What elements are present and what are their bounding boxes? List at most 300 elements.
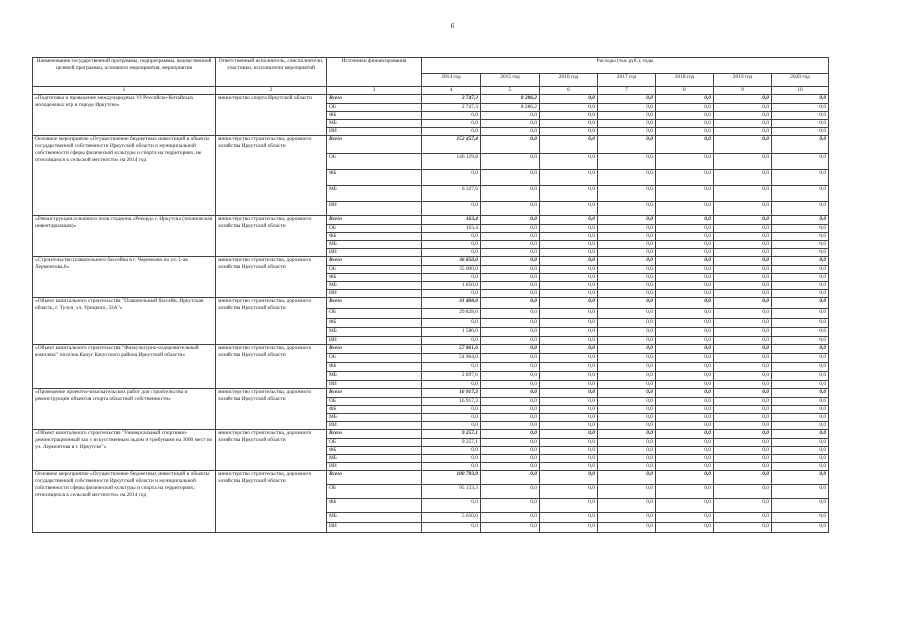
amount-cell: 0,0 bbox=[656, 413, 714, 421]
amount-cell: 0,0 bbox=[422, 454, 481, 462]
amount-cell: 0,0 bbox=[656, 273, 714, 281]
amount-cell: 0,0 bbox=[714, 498, 772, 512]
amount-cell: 0,0 bbox=[481, 484, 540, 498]
funding-source: Всего bbox=[327, 94, 422, 103]
amount-cell: 0,0 bbox=[598, 119, 656, 127]
amount-cell: 0,0 bbox=[772, 297, 829, 308]
amount-cell: 0,0 bbox=[714, 371, 772, 380]
amount-cell: 0,0 bbox=[540, 484, 598, 498]
amount-cell: 0,0 bbox=[481, 318, 540, 327]
amount-cell: 0,0 bbox=[422, 289, 481, 297]
amount-cell: 0,0 bbox=[714, 362, 772, 371]
item-name: «Проведение проектно-изыскательских работ для строительства и реконструкции объектов спорта областной собственности» bbox=[33, 388, 216, 429]
amount-cell: 0,0 bbox=[422, 201, 481, 215]
amount-cell: 0,0 bbox=[714, 232, 772, 240]
amount-cell: 0,0 bbox=[481, 454, 540, 462]
table-row bbox=[33, 344, 829, 353]
amount-cell: 0,0 bbox=[540, 371, 598, 380]
amount-cell: 0,0 bbox=[540, 405, 598, 413]
amount-cell: 0,0 bbox=[714, 289, 772, 297]
amount-cell: 0,0 bbox=[540, 127, 598, 135]
amount-cell: 0,0 bbox=[714, 169, 772, 185]
amount-cell: 0,0 bbox=[656, 344, 714, 353]
amount-cell: 54 964,0 bbox=[422, 353, 481, 362]
amount-cell: 0,0 bbox=[714, 273, 772, 281]
amount-cell: 0,0 bbox=[656, 405, 714, 413]
funding-source: ФБ bbox=[327, 169, 422, 185]
amount-cell: 0,0 bbox=[481, 308, 540, 318]
item-name: «Строительство плавательного бассейна в г. Черемхово по ул. 1-ая Лермонтова,6» bbox=[33, 256, 216, 297]
header-name: Наименование государственной программы, подпрограммы, ведомственной целевой программы, основного мероприятия, мероприятия bbox=[33, 58, 216, 87]
amount-cell: 0,0 bbox=[656, 185, 714, 201]
funding-source: ОБ bbox=[327, 153, 422, 169]
amount-cell: 0,0 bbox=[714, 135, 772, 153]
amount-cell: 0,0 bbox=[481, 344, 540, 353]
amount-cell: 0,0 bbox=[714, 281, 772, 289]
amount-cell: 0,0 bbox=[714, 446, 772, 454]
amount-cell: 6 327,6 bbox=[422, 185, 481, 201]
amount-cell: 0,0 bbox=[714, 185, 772, 201]
amount-cell: 0,0 bbox=[481, 429, 540, 438]
item-name: «Реконструкция основного поля стадиона «Рекорд» г. Иркутска (техническая инвентаризация)» bbox=[33, 215, 216, 256]
amount-cell: 0,0 bbox=[656, 522, 714, 532]
funding-source: МБ bbox=[327, 281, 422, 289]
item-executor: министерство строительства, дорожного хозяйства Иркутской области bbox=[216, 297, 327, 344]
amount-cell: 0,0 bbox=[772, 201, 829, 215]
amount-cell: 2 747,3 bbox=[422, 103, 481, 111]
item-executor: министерство строительства, дорожного хозяйства Иркутской области bbox=[216, 388, 327, 429]
amount-cell: 0,0 bbox=[656, 454, 714, 462]
amount-cell: 0,0 bbox=[481, 289, 540, 297]
funding-source: ОБ bbox=[327, 308, 422, 318]
amount-cell: 0,0 bbox=[481, 297, 540, 308]
amount-cell: 0,0 bbox=[714, 215, 772, 224]
table-row bbox=[33, 94, 829, 103]
amount-cell: 0,0 bbox=[540, 273, 598, 281]
item-name: «Подготовка и проведение международных VI Российско-Китайских молодежных игр в городе Иркутске» bbox=[33, 94, 216, 135]
amount-cell: 0,0 bbox=[598, 201, 656, 215]
funding-source: ФБ bbox=[327, 362, 422, 371]
amount-cell: 0,0 bbox=[772, 362, 829, 371]
amount-cell: 0,0 bbox=[714, 380, 772, 388]
amount-cell: 0,0 bbox=[598, 336, 656, 344]
amount-cell: 0,0 bbox=[772, 289, 829, 297]
amount-cell: 0,0 bbox=[714, 201, 772, 215]
amount-cell: 0,0 bbox=[422, 240, 481, 248]
amount-cell: 0,0 bbox=[656, 446, 714, 454]
amount-cell: 0,0 bbox=[772, 111, 829, 119]
amount-cell: 2 897,6 bbox=[422, 371, 481, 380]
amount-cell: 0,0 bbox=[598, 103, 656, 111]
amount-cell: 0,0 bbox=[714, 318, 772, 327]
funding-source: Всего bbox=[327, 135, 422, 153]
amount-cell: 0,0 bbox=[481, 248, 540, 256]
funding-source: ОБ bbox=[327, 265, 422, 273]
amount-cell: 0,0 bbox=[598, 380, 656, 388]
amount-cell: 0,0 bbox=[540, 380, 598, 388]
amount-cell: 9 257,1 bbox=[422, 429, 481, 438]
amount-cell: 0,0 bbox=[772, 405, 829, 413]
funding-source: ОБ bbox=[327, 438, 422, 446]
item-name: «Объект капитального строительства "Физкультурно-оздоровительный комплекс" поселок Качуг Качугского района Иркутской области» bbox=[33, 344, 216, 388]
funding-source: МБ bbox=[327, 413, 422, 421]
item-name: Основное мероприятие «Осуществление бюджетных инвестиций в объекты государственной собственности Иркутской области и муниципальной собственности сферы физической культуры и спорта на территориях, относящихся к сельской местности» на 2014 год bbox=[33, 470, 216, 532]
amount-cell: 0,0 bbox=[772, 388, 829, 397]
amount-cell: 0,0 bbox=[422, 498, 481, 512]
item-executor: министерство строительства, дорожного хозяйства Иркутской области bbox=[216, 215, 327, 256]
amount-cell: 0,0 bbox=[714, 484, 772, 498]
amount-cell: 0,0 bbox=[598, 388, 656, 397]
amount-cell: 0,0 bbox=[481, 224, 540, 232]
amount-cell: 0,0 bbox=[656, 224, 714, 232]
amount-cell: 1 580,0 bbox=[422, 327, 481, 336]
expenses-table bbox=[32, 57, 829, 533]
amount-cell: 0,0 bbox=[540, 438, 598, 446]
column-number: 9 bbox=[714, 87, 772, 95]
amount-cell: 0,0 bbox=[598, 215, 656, 224]
amount-cell: 0,0 bbox=[540, 281, 598, 289]
amount-cell: 0,0 bbox=[481, 153, 540, 169]
funding-source: ИИ bbox=[327, 248, 422, 256]
amount-cell: 0,0 bbox=[656, 169, 714, 185]
column-number: 4 bbox=[422, 87, 481, 95]
amount-cell: 152 457,4 bbox=[422, 135, 481, 153]
amount-cell: 0,0 bbox=[540, 362, 598, 371]
header-year: 2015 год bbox=[481, 74, 540, 87]
amount-cell: 0,0 bbox=[598, 318, 656, 327]
funding-source: МБ bbox=[327, 185, 422, 201]
amount-cell: 0,0 bbox=[598, 169, 656, 185]
amount-cell: 0,0 bbox=[598, 362, 656, 371]
funding-source: Всего bbox=[327, 344, 422, 353]
amount-cell: 0,0 bbox=[422, 232, 481, 240]
amount-cell: 0,0 bbox=[598, 438, 656, 446]
header-year: 2016 год bbox=[540, 74, 598, 87]
amount-cell: 0,0 bbox=[540, 297, 598, 308]
column-number: 1 bbox=[33, 87, 216, 95]
amount-cell: 0,0 bbox=[656, 94, 714, 103]
funding-source: ИИ bbox=[327, 522, 422, 532]
item-executor: министерство строительства, дорожного хозяйства Иркутской области bbox=[216, 135, 327, 215]
amount-cell: 0,0 bbox=[540, 232, 598, 240]
amount-cell: 0,0 bbox=[598, 281, 656, 289]
amount-cell: 0,0 bbox=[772, 522, 829, 532]
amount-cell: 0,0 bbox=[481, 281, 540, 289]
amount-cell: 0,0 bbox=[772, 336, 829, 344]
column-number: 7 bbox=[598, 87, 656, 95]
amount-cell: 0,0 bbox=[772, 446, 829, 454]
amount-cell: 0,0 bbox=[540, 397, 598, 405]
amount-cell: 0,0 bbox=[714, 224, 772, 232]
amount-cell: 0,0 bbox=[422, 522, 481, 532]
amount-cell: 0,0 bbox=[772, 281, 829, 289]
amount-cell: 0,0 bbox=[481, 405, 540, 413]
amount-cell: 0,0 bbox=[656, 498, 714, 512]
amount-cell: 0,0 bbox=[598, 462, 656, 470]
amount-cell: 0,0 bbox=[772, 248, 829, 256]
amount-cell: 0,0 bbox=[481, 421, 540, 429]
column-number: 3 bbox=[327, 87, 422, 95]
funding-source: ИИ bbox=[327, 421, 422, 429]
amount-cell: 0,0 bbox=[772, 215, 829, 224]
amount-cell: 95 133,3 bbox=[422, 484, 481, 498]
item-executor: министерство строительства, дорожного хозяйства Иркутской области bbox=[216, 256, 327, 297]
amount-cell: 0,0 bbox=[656, 512, 714, 522]
column-number: 6 bbox=[540, 87, 598, 95]
amount-cell: 0,0 bbox=[422, 273, 481, 281]
amount-cell: 0,0 bbox=[598, 470, 656, 484]
amount-cell: 0,0 bbox=[656, 119, 714, 127]
amount-cell: 0,0 bbox=[481, 169, 540, 185]
table-row bbox=[33, 470, 829, 484]
amount-cell: 0,0 bbox=[540, 119, 598, 127]
column-number: 10 bbox=[772, 87, 829, 95]
funding-source: ИИ bbox=[327, 336, 422, 344]
amount-cell: 0,0 bbox=[714, 308, 772, 318]
amount-cell: 0,0 bbox=[422, 127, 481, 135]
amount-cell: 0,0 bbox=[540, 462, 598, 470]
amount-cell: 0,0 bbox=[540, 103, 598, 111]
amount-cell: 0,0 bbox=[772, 153, 829, 169]
amount-cell: 0,0 bbox=[481, 119, 540, 127]
amount-cell: 0,0 bbox=[772, 127, 829, 135]
funding-source: ФБ bbox=[327, 446, 422, 454]
amount-cell: 0,0 bbox=[714, 388, 772, 397]
table-row bbox=[33, 297, 829, 308]
funding-source: ОБ bbox=[327, 224, 422, 232]
amount-cell: 0,0 bbox=[656, 371, 714, 380]
amount-cell: 0,0 bbox=[481, 362, 540, 371]
amount-cell: 0,0 bbox=[714, 522, 772, 532]
table-row bbox=[33, 215, 829, 224]
amount-cell: 0,0 bbox=[656, 289, 714, 297]
amount-cell: 0,0 bbox=[598, 135, 656, 153]
item-executor: министерство строительства, дорожного хозяйства Иркутской области bbox=[216, 470, 327, 532]
amount-cell: 0,0 bbox=[656, 127, 714, 135]
amount-cell: 0,0 bbox=[772, 265, 829, 273]
amount-cell: 0,0 bbox=[656, 462, 714, 470]
amount-cell: 0,0 bbox=[656, 281, 714, 289]
funding-source: ИИ bbox=[327, 289, 422, 297]
amount-cell: 100 783,9 bbox=[422, 470, 481, 484]
amount-cell: 0,0 bbox=[772, 103, 829, 111]
amount-cell: 0,0 bbox=[714, 111, 772, 119]
amount-cell: 31 408,0 bbox=[422, 297, 481, 308]
header-year: 2017 год bbox=[598, 74, 656, 87]
amount-cell: 0,0 bbox=[772, 318, 829, 327]
funding-source: ИИ bbox=[327, 380, 422, 388]
funding-source: МБ bbox=[327, 240, 422, 248]
amount-cell: 0,0 bbox=[714, 512, 772, 522]
amount-cell: 0,0 bbox=[772, 413, 829, 421]
amount-cell: 0,0 bbox=[598, 273, 656, 281]
amount-cell: 0,0 bbox=[598, 308, 656, 318]
funding-source: МБ bbox=[327, 371, 422, 380]
amount-cell: 0,0 bbox=[540, 111, 598, 119]
funding-source: МБ bbox=[327, 512, 422, 522]
funding-source: ФБ bbox=[327, 232, 422, 240]
amount-cell: 0,0 bbox=[656, 135, 714, 153]
table-row bbox=[33, 135, 829, 153]
amount-cell: 163,4 bbox=[422, 224, 481, 232]
amount-cell: 0,0 bbox=[656, 484, 714, 498]
item-name: Основное мероприятие «Осуществление бюджетных инвестиций в объекты государственной собственности Иркутской области и муниципальной собственности сферы физической культуры и спорта на территориях, не относящихся к сельской местности» на 2014 год bbox=[33, 135, 216, 215]
amount-cell: 0,0 bbox=[656, 438, 714, 446]
amount-cell: 0,0 bbox=[540, 265, 598, 273]
item-executor: министерство спорта Иркутской области bbox=[216, 94, 327, 135]
amount-cell: 0,0 bbox=[714, 438, 772, 446]
amount-cell: 0,0 bbox=[714, 265, 772, 273]
amount-cell: 0,0 bbox=[598, 371, 656, 380]
amount-cell: 0,0 bbox=[598, 289, 656, 297]
amount-cell: 0,0 bbox=[422, 446, 481, 454]
amount-cell: 0,0 bbox=[598, 265, 656, 273]
amount-cell: 0,0 bbox=[714, 462, 772, 470]
amount-cell: 0,0 bbox=[540, 185, 598, 201]
header-executor: Ответственный исполнитель, соисполнители, участники, исполнители мероприятий bbox=[216, 58, 327, 87]
amount-cell: 0,0 bbox=[656, 240, 714, 248]
amount-cell: 0,0 bbox=[598, 224, 656, 232]
amount-cell: 0,0 bbox=[772, 240, 829, 248]
amount-cell: 0,0 bbox=[772, 484, 829, 498]
amount-cell: 0,0 bbox=[598, 327, 656, 336]
amount-cell: 0,0 bbox=[422, 362, 481, 371]
amount-cell: 0,0 bbox=[481, 215, 540, 224]
funding-source: ИИ bbox=[327, 127, 422, 135]
amount-cell: 0,0 bbox=[772, 308, 829, 318]
amount-cell: 8 286,2 bbox=[481, 94, 540, 103]
amount-cell: 1 850,0 bbox=[422, 281, 481, 289]
amount-cell: 0,0 bbox=[540, 512, 598, 522]
amount-cell: 0,0 bbox=[481, 353, 540, 362]
amount-cell: 0,0 bbox=[598, 397, 656, 405]
funding-source: ОБ bbox=[327, 353, 422, 362]
funding-source: ОБ bbox=[327, 484, 422, 498]
amount-cell: 0,0 bbox=[598, 429, 656, 438]
amount-cell: 0,0 bbox=[422, 462, 481, 470]
amount-cell: 0,0 bbox=[772, 462, 829, 470]
amount-cell: 0,0 bbox=[481, 232, 540, 240]
amount-cell: 0,0 bbox=[540, 336, 598, 344]
funding-source: МБ bbox=[327, 454, 422, 462]
amount-cell: 0,0 bbox=[422, 413, 481, 421]
funding-source: ФБ bbox=[327, 318, 422, 327]
amount-cell: 0,0 bbox=[540, 470, 598, 484]
header-source: Источники финансирования bbox=[327, 58, 422, 87]
funding-source: ОБ bbox=[327, 103, 422, 111]
amount-cell: 0,0 bbox=[656, 215, 714, 224]
amount-cell: 0,0 bbox=[481, 336, 540, 344]
amount-cell: 0,0 bbox=[656, 256, 714, 265]
funding-source: ФБ bbox=[327, 111, 422, 119]
amount-cell: 0,0 bbox=[540, 248, 598, 256]
amount-cell: 0,0 bbox=[772, 512, 829, 522]
amount-cell: 0,0 bbox=[714, 429, 772, 438]
column-number: 8 bbox=[656, 87, 714, 95]
funding-source: Всего bbox=[327, 215, 422, 224]
amount-cell: 0,0 bbox=[598, 498, 656, 512]
funding-source: ФБ bbox=[327, 405, 422, 413]
header-year: 2019 год bbox=[714, 74, 772, 87]
amount-cell: 36 850,0 bbox=[422, 256, 481, 265]
funding-source: МБ bbox=[327, 327, 422, 336]
amount-cell: 0,0 bbox=[656, 248, 714, 256]
amount-cell: 0,0 bbox=[772, 380, 829, 388]
amount-cell: 29 828,0 bbox=[422, 308, 481, 318]
amount-cell: 0,0 bbox=[656, 308, 714, 318]
amount-cell: 0,0 bbox=[481, 438, 540, 446]
amount-cell: 0,0 bbox=[422, 318, 481, 327]
amount-cell: 0,0 bbox=[656, 421, 714, 429]
table-row bbox=[33, 256, 829, 265]
amount-cell: 0,0 bbox=[772, 256, 829, 265]
amount-cell: 16 917,3 bbox=[422, 397, 481, 405]
amount-cell: 0,0 bbox=[540, 413, 598, 421]
amount-cell: 0,0 bbox=[772, 353, 829, 362]
amount-cell: 0,0 bbox=[656, 318, 714, 327]
amount-cell: 0,0 bbox=[422, 111, 481, 119]
amount-cell: 0,0 bbox=[481, 240, 540, 248]
amount-cell: 0,0 bbox=[540, 94, 598, 103]
amount-cell: 0,0 bbox=[540, 289, 598, 297]
amount-cell: 0,0 bbox=[481, 256, 540, 265]
amount-cell: 35 000,0 bbox=[422, 265, 481, 273]
amount-cell: 0,0 bbox=[422, 119, 481, 127]
amount-cell: 0,0 bbox=[714, 256, 772, 265]
funding-source: МБ bbox=[327, 119, 422, 127]
amount-cell: 0,0 bbox=[422, 405, 481, 413]
amount-cell: 0,0 bbox=[598, 240, 656, 248]
header-year: 2018 год bbox=[656, 74, 714, 87]
amount-cell: 0,0 bbox=[422, 380, 481, 388]
amount-cell: 0,0 bbox=[772, 135, 829, 153]
amount-cell: 0,0 bbox=[540, 153, 598, 169]
amount-cell: 0,0 bbox=[772, 169, 829, 185]
amount-cell: 0,0 bbox=[540, 224, 598, 232]
amount-cell: 0,0 bbox=[656, 103, 714, 111]
amount-cell: 0,0 bbox=[772, 454, 829, 462]
amount-cell: 0,0 bbox=[772, 438, 829, 446]
amount-cell: 0,0 bbox=[481, 111, 540, 119]
amount-cell: 0,0 bbox=[598, 256, 656, 265]
amount-cell: 0,0 bbox=[598, 127, 656, 135]
amount-cell: 0,0 bbox=[598, 454, 656, 462]
amount-cell: 0,0 bbox=[656, 429, 714, 438]
amount-cell: 146 129,8 bbox=[422, 153, 481, 169]
amount-cell: 0,0 bbox=[598, 421, 656, 429]
amount-cell: 0,0 bbox=[540, 421, 598, 429]
amount-cell: 0,0 bbox=[540, 256, 598, 265]
amount-cell: 0,0 bbox=[772, 327, 829, 336]
amount-cell: 0,0 bbox=[772, 371, 829, 380]
amount-cell: 0,0 bbox=[714, 327, 772, 336]
item-name: «Объект капитального строительства "Плавательный бассейн, Иркутская область, г. Тулун, ул. Урицкого, 33А"» bbox=[33, 297, 216, 344]
amount-cell: 0,0 bbox=[540, 429, 598, 438]
amount-cell: 0,0 bbox=[656, 327, 714, 336]
amount-cell: 0,0 bbox=[598, 446, 656, 454]
amount-cell: 0,0 bbox=[540, 353, 598, 362]
amount-cell: 5 650,6 bbox=[422, 512, 481, 522]
funding-source: ОБ bbox=[327, 397, 422, 405]
amount-cell: 8 286,2 bbox=[481, 103, 540, 111]
amount-cell: 0,0 bbox=[772, 498, 829, 512]
item-executor: министерство строительства, дорожного хозяйства Иркутской области bbox=[216, 429, 327, 470]
amount-cell: 0,0 bbox=[598, 248, 656, 256]
funding-source: Всего bbox=[327, 470, 422, 484]
amount-cell: 0,0 bbox=[714, 454, 772, 462]
funding-source: Всего bbox=[327, 297, 422, 308]
amount-cell: 0,0 bbox=[540, 498, 598, 512]
